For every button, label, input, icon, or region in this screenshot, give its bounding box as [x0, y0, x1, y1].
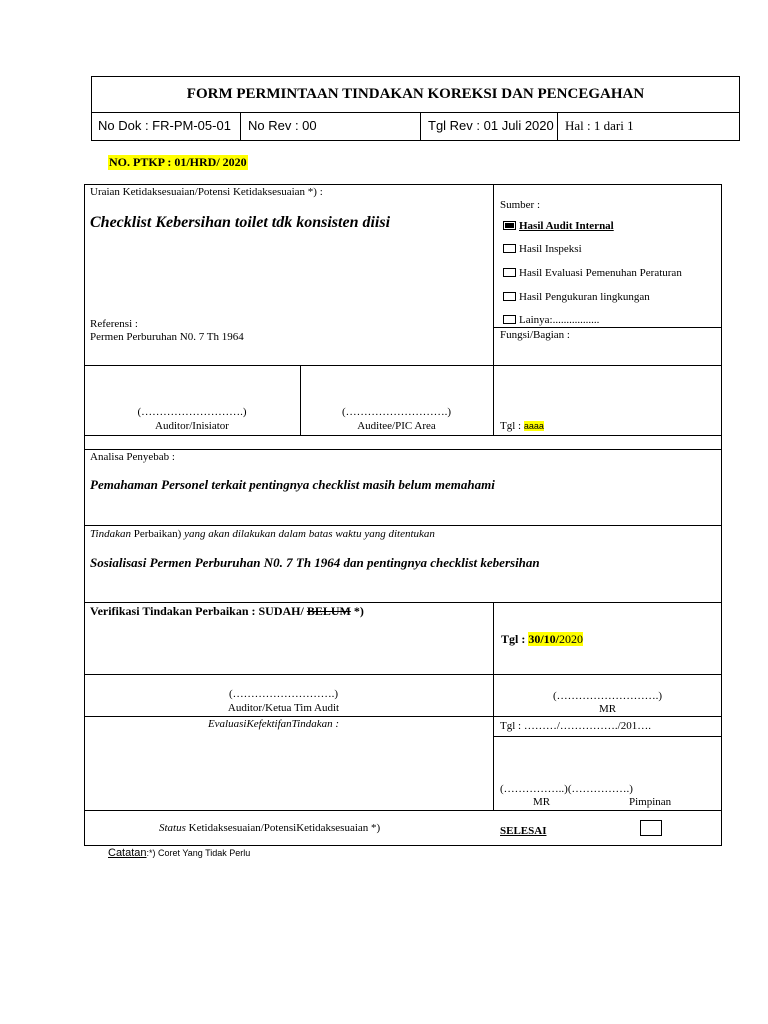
- belum-strikethrough: BELUM: [306, 604, 351, 618]
- referensi-value: Permen Perburuhan N0. 7 Th 1964: [90, 331, 244, 343]
- sumber-option-inspeksi[interactable]: Hasil Inspeksi: [503, 243, 582, 255]
- uraian-label: Uraian Ketidaksesuaian/Potensi Ketidaksesuaian *) :: [90, 186, 323, 198]
- auditor-signature-line: (……………………….): [137, 406, 247, 418]
- checkbox-checked-icon[interactable]: [503, 221, 516, 230]
- ptkp-number: NO. PTKP : 01/HRD/ 2020: [109, 155, 247, 169]
- mr-label: MR: [598, 703, 617, 715]
- evaluasi-label: EvaluasiKefektifanTindakan :: [207, 718, 340, 730]
- selesai-label: SELESAI: [500, 825, 547, 837]
- fungsi-bagian-label: Fungsi/Bagian :: [500, 329, 570, 341]
- verifikasi-tgl-value: 30/10/2020: [528, 632, 584, 646]
- header-col-divider-1: [240, 112, 241, 141]
- evaluasi-tgl: Tgl : ………/……………./201….: [500, 720, 651, 732]
- auditee-signature-line: (……………………….): [341, 406, 452, 418]
- checkbox-icon[interactable]: [503, 292, 516, 301]
- checkbox-icon[interactable]: [503, 315, 516, 324]
- tindakan-label: Tindakan Perbaikan) yang akan dilakukan dalam batas waktu yang ditentukan: [90, 528, 435, 540]
- auditor-inisiator-label: Auditor/Inisiator: [155, 420, 229, 432]
- form-title: FORM PERMINTAAN TINDAKAN KOREKSI DAN PENCEGAHAN: [186, 86, 645, 102]
- sumber-option-evaluasi[interactable]: Hasil Evaluasi Pemenuhan Peraturan: [503, 267, 682, 279]
- checkbox-icon[interactable]: [503, 268, 516, 277]
- analisa-value: Pemahaman Personel terkait pentingnya checklist masih belum memahami: [90, 477, 495, 492]
- tgl-rev: Tgl Rev : 01 Juli 2020: [428, 118, 554, 133]
- no-dok: No Dok : FR-PM-05-01: [98, 118, 231, 133]
- tindakan-bottom: [84, 602, 722, 603]
- sumber-label: Sumber :: [500, 199, 541, 211]
- catatan: Catatan:*) Coret Yang Tidak Perlu: [108, 847, 251, 859]
- referensi-label: Referensi :: [90, 318, 138, 330]
- section1-bottom: [84, 365, 722, 366]
- sign1-tgl: Tgl : aaaa: [500, 420, 544, 432]
- header-divider: [91, 112, 740, 113]
- no-rev: No Rev : 00: [248, 118, 317, 133]
- sign2-bottom-right: [493, 716, 722, 717]
- verifikasi-bottom: [84, 674, 722, 675]
- tindakan-value: Sosialisasi Permen Perburuhan N0. 7 Th 1964 dan pentingnya checklist kebersihan: [90, 555, 540, 570]
- uraian-sumber-divider: [493, 184, 494, 435]
- sign2-bottom-left: [84, 716, 493, 717]
- sign1-bottom: [84, 435, 722, 436]
- verifikasi-label: Verifikasi Tindakan Perbaikan : SUDAH/ BELUM *): [90, 604, 364, 618]
- evaluasi-mr-label: MR: [533, 796, 551, 808]
- evaluasi-pimpinan-label: Pimpinan: [629, 796, 672, 808]
- evaluasi-bottom: [84, 810, 722, 811]
- header-col-divider-3: [557, 112, 558, 141]
- analisa-label: Analisa Penyebab :: [90, 451, 175, 463]
- sumber-option-audit-internal[interactable]: Hasil Audit Internal: [503, 220, 614, 232]
- main-form: [84, 184, 722, 846]
- header-col-divider-2: [420, 112, 421, 141]
- evaluasi-signature-line: (……………..)(…………….): [500, 783, 633, 795]
- sumber-option-lainya[interactable]: Lainya:.................: [503, 314, 599, 326]
- auditor-ketua-label: Auditor/Ketua Tim Audit: [227, 702, 340, 714]
- checkbox-icon[interactable]: [503, 244, 516, 253]
- mr-signature-line: (……………………….): [552, 690, 663, 702]
- selesai-checkbox[interactable]: [640, 820, 662, 836]
- sumber-fungsi-divider: [493, 327, 722, 328]
- uraian-value: Checklist Kebersihan toilet tdk konsisten diisi: [90, 214, 391, 231]
- status-label: Status Ketidaksesuaian/PotensiKetidaksesuaian *): [159, 822, 381, 834]
- verifikasi-tgl: Tgl : 30/10/2020: [501, 632, 584, 646]
- auditee-pic-label: Auditee/PIC Area: [357, 420, 436, 432]
- sign1-tgl-value: aaaa: [523, 421, 544, 431]
- sumber-option-pengukuran[interactable]: Hasil Pengukuran lingkungan: [503, 291, 650, 303]
- auditor-ketua-signature-line: (……………………….): [228, 688, 339, 700]
- evaluasi-tgl-bottom: [493, 736, 722, 737]
- hal: Hal : 1 dari 1: [565, 118, 634, 133]
- analisa-bottom: [84, 525, 722, 526]
- spacer-bottom: [84, 449, 722, 450]
